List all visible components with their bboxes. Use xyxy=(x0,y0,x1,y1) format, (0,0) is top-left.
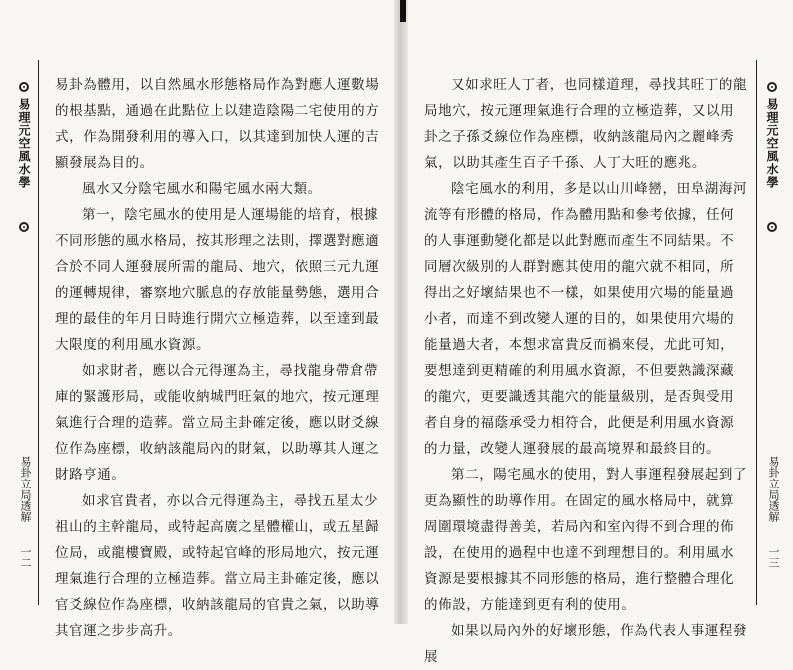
left-page-text xyxy=(55,72,383,644)
paragraph: 如求財者，應以合元得運為主，尋找龍身帶倉帶庫的緊護形局，或能收納城門旺氣的地穴，按元運理氣進行合理的造葬。當立局主卦確定後，應以財爻線位作為座標，收納該龍局內的財氣，以助導其人運之財路亨通。 xyxy=(55,363,380,483)
paragraph: 風水又分陰宅風水和陽宅風水兩大類。 xyxy=(82,181,322,197)
right-section-label: 易卦立局透解 xyxy=(767,456,780,522)
paragraph: 易卦為體用，以自然風水形態格局作為對應人運數場的根基點，通過在此點位上以建造陰陽二宅使用的方式，作為開發利用的導入口，以其達到加快人運的吉顯發展為目的。 xyxy=(55,77,380,171)
paragraph: 陰宅風水的利用，多是以山川峰巒，田阜湖海河流等有形體的格局，作為體用點和參考依據，任何的人事運動變化都是以此對應而產生不同結果。不同層次級別的人群對應其使用的龍穴就不相同，所得出之好壞結果也不一樣，如果使用穴場的能量過小者，而達不到改變人運的目的，如果使用穴場的能量過大者，本想求富貴反而禍來侵，尤此可知，要想達到更精確的利用風水資源，不但要熟識深藏的龍穴，更要識透其龍穴的能量級別，是否與受用者自身的福蔭承受力相符合，此便是利用風水資源的力量，改變人運發展的最高境界和最終目的。 xyxy=(424,181,748,457)
paragraph: 如求官貴者，亦以合元得運為主，尋找五星太少祖山的主幹龍局，或特起高廣之星體權山，或五星歸位局，或龍樓寶殿，或特起官峰的形局地穴，按元運理氣進行合理的立極造葬。當立局主卦確定後，應以官爻線位作為座標，收納該龍局的官貴之氣，以助導其官運之步步高升。 xyxy=(55,493,380,639)
right-page-number: 一三 xyxy=(767,546,780,568)
ornament-circle-icon xyxy=(767,222,777,232)
paragraph: 第一，陰宅風水的使用是人運場能的培育，根據不同形態的風水格局，按其形理之法則，擇選對應適合於不同人運發展所需的龍局、地穴，依照三元九運的運轉規律，審察地穴脈息的存放能量勢態，選用合理的最佳的年月日時進行開穴立極造葬，以至達到最大限度的利用風水資源。 xyxy=(55,207,380,353)
right-running-title: 易理元空風水學 xyxy=(765,98,779,189)
left-running-title: 易理元空風水學 xyxy=(17,98,31,189)
paragraph: 第二，陽宅風水的使用，對人事運程發展起到了更為顯性的助導作用。在固定的風水格局中，就算周圍環境盡得善美，若局內和室內得不到合理的佈設，在使用的過程中也達不到理想目的。利用風水資源是要根據其不同形態的格局，進行整體合理化的佈設，方能達到更有利的使用。 xyxy=(424,467,748,613)
left-section-label: 易卦立局透解 xyxy=(19,456,32,522)
right-margin-rule xyxy=(756,60,757,605)
paragraph: 又如求旺人丁者，也同樣道理，尋找其旺丁的龍局地穴，按元運理氣進行合理的立極造葬，又以用卦之子孫爻線位作為座標，收納該龍局內之麗峰秀氣，以助其產生百子千孫、人丁大旺的應兆。 xyxy=(424,77,748,171)
left-margin-rule xyxy=(38,60,39,605)
gutter-binding-mark xyxy=(400,0,406,22)
ornament-circle-icon xyxy=(767,82,777,92)
paragraph: 如果以局內外的好壞形態，作為代表人事運程發展 xyxy=(424,623,748,665)
left-page-number: 一二 xyxy=(19,546,32,568)
book-gutter xyxy=(394,0,408,624)
ornament-circle-icon xyxy=(19,82,29,92)
right-page-text xyxy=(424,72,748,670)
ornament-circle-icon xyxy=(19,222,29,232)
